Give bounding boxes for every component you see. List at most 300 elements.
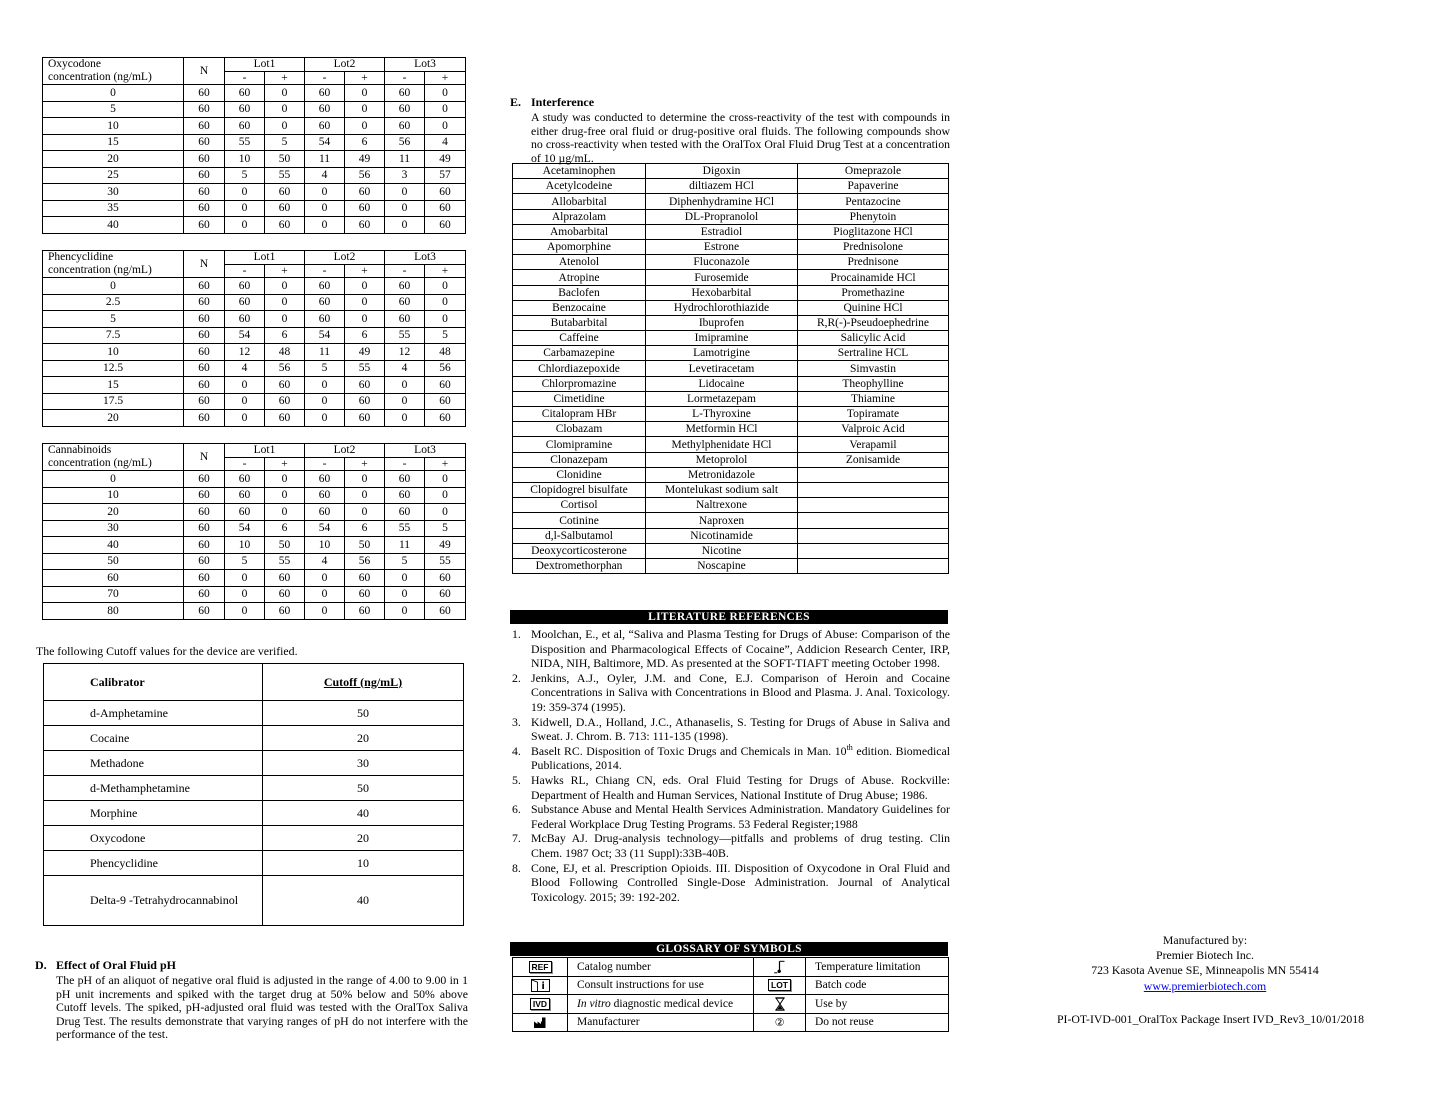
result-cell: 0 bbox=[345, 311, 385, 328]
compound-cell: Estrone bbox=[646, 239, 798, 254]
symbol-cell bbox=[513, 976, 568, 995]
concentration-cell: 0 bbox=[43, 471, 184, 488]
result-cell: 0 bbox=[385, 410, 425, 427]
result-cell: 60 bbox=[184, 294, 225, 311]
analyte-header-cell: Oxycodone concentration (ng/mL) bbox=[43, 58, 184, 85]
literature-references-list bbox=[510, 627, 950, 904]
section-interference bbox=[510, 95, 950, 165]
result-cell: 5 bbox=[305, 360, 345, 377]
result-row bbox=[43, 118, 466, 135]
cutoff-value-cell: 40 bbox=[263, 801, 464, 826]
result-cell: 60 bbox=[184, 217, 225, 234]
result-cell: 60 bbox=[265, 393, 305, 410]
result-row bbox=[43, 537, 466, 554]
compound-cell: Carbamazepine bbox=[513, 346, 646, 361]
lot-header-cell: Lot2 bbox=[305, 444, 385, 458]
compound-row bbox=[513, 376, 949, 391]
compound-cell: Promethazine bbox=[798, 285, 949, 300]
calibrator-cutoff-table bbox=[43, 663, 464, 926]
result-row bbox=[43, 344, 466, 361]
result-cell: 54 bbox=[225, 520, 265, 537]
result-cell: 0 bbox=[305, 570, 345, 587]
reference-number: 2. bbox=[512, 670, 521, 685]
compound-cell: Prednisone bbox=[798, 255, 949, 270]
result-row bbox=[43, 134, 466, 151]
compound-row bbox=[513, 437, 949, 452]
result-row bbox=[43, 101, 466, 118]
concentration-cell: 80 bbox=[43, 603, 184, 620]
result-cell: 48 bbox=[265, 344, 305, 361]
result-cell: 0 bbox=[385, 393, 425, 410]
compound-cell: Lamotrigine bbox=[646, 346, 798, 361]
concentration-cell: 70 bbox=[43, 586, 184, 603]
sign-header-cell: - bbox=[305, 264, 345, 278]
glossary-of-symbols-table bbox=[512, 957, 949, 1032]
result-cell: 55 bbox=[225, 134, 265, 151]
calibrator-name-cell: Oxycodone bbox=[44, 826, 263, 851]
result-row bbox=[43, 200, 466, 217]
result-cell: 60 bbox=[425, 603, 466, 620]
result-cell: 0 bbox=[425, 504, 466, 521]
compound-cell: Pentazocine bbox=[798, 194, 949, 209]
result-cell: 60 bbox=[265, 200, 305, 217]
result-cell: 11 bbox=[385, 151, 425, 168]
sign-header-cell: - bbox=[305, 457, 345, 471]
reference-number: 3. bbox=[512, 714, 521, 729]
phencyclidine-results-table bbox=[42, 250, 466, 427]
compound-cell bbox=[798, 513, 949, 528]
result-cell: 0 bbox=[385, 586, 425, 603]
sign-header-cell: + bbox=[425, 71, 466, 85]
compound-cell: Allobarbital bbox=[513, 194, 646, 209]
result-cell: 60 bbox=[305, 504, 345, 521]
reference-item: 8. Cone, EJ, et al. Prescription Opioids. III. Disposition of Oxycodone in Oral Fluid and Blood Following Controlled Single-Dose Administration. Journal of Analytical Toxicology. 2015; 39: 192-202. bbox=[512, 860, 950, 904]
result-cell: 60 bbox=[385, 487, 425, 504]
batch-code-icon: LOT bbox=[768, 979, 791, 991]
result-cell: 49 bbox=[425, 151, 466, 168]
compound-row bbox=[513, 528, 949, 543]
compound-cell: Dextromethorphan bbox=[513, 558, 646, 573]
calibrator-row bbox=[44, 876, 464, 926]
concentration-cell: 15 bbox=[43, 134, 184, 151]
sign-header-cell: + bbox=[345, 457, 385, 471]
concentration-cell: 40 bbox=[43, 217, 184, 234]
compound-row bbox=[513, 179, 949, 194]
reference-item: 3. Kidwell, D.A., Holland, J.C., Athanaselis, S. Testing for Drugs of Abuse in Saliva and Sweat. J. Chrom. B. 713: 111-135 (1998). bbox=[512, 714, 950, 744]
concentration-cell: 30 bbox=[43, 520, 184, 537]
result-cell: 4 bbox=[425, 134, 466, 151]
reference-item: 1. Moolchan, E., et al, “Saliva and Plasma Testing for Drugs of Abuse: Comparison of the Disposition and Pharmacological Effects of Cocaine”, Addicion Research Center, IRP, NIDA, NIH, Baltimore, MD. As presented at the SOFT-TIAFT meeting October 1998. bbox=[512, 627, 950, 671]
lot-header-cell: Lot1 bbox=[225, 58, 305, 72]
compound-row bbox=[513, 255, 949, 270]
sign-header-cell: - bbox=[385, 71, 425, 85]
result-cell: 60 bbox=[425, 217, 466, 234]
result-cell: 0 bbox=[425, 487, 466, 504]
lot-header-cell: Lot1 bbox=[225, 444, 305, 458]
cutoff-value-cell: 50 bbox=[263, 776, 464, 801]
compound-cell: Hexobarbital bbox=[646, 285, 798, 300]
result-cell: 0 bbox=[425, 471, 466, 488]
calibrator-row bbox=[44, 776, 464, 801]
concentration-cell: 20 bbox=[43, 504, 184, 521]
result-cell: 60 bbox=[184, 360, 225, 377]
cutoff-value-cell: 20 bbox=[263, 826, 464, 851]
result-cell: 0 bbox=[305, 603, 345, 620]
result-cell: 60 bbox=[184, 537, 225, 554]
compound-cell: Thiamine bbox=[798, 391, 949, 406]
compound-row bbox=[513, 452, 949, 467]
compound-cell: Procainamide HCl bbox=[798, 270, 949, 285]
sign-header-cell: - bbox=[385, 457, 425, 471]
result-cell: 10 bbox=[225, 151, 265, 168]
compound-cell: diltiazem HCl bbox=[646, 179, 798, 194]
result-cell: 60 bbox=[184, 393, 225, 410]
result-cell: 0 bbox=[305, 184, 345, 201]
result-cell: 55 bbox=[385, 520, 425, 537]
compound-row bbox=[513, 513, 949, 528]
result-cell: 56 bbox=[345, 167, 385, 184]
symbol-label-cell: Consult instructions for use bbox=[568, 976, 754, 995]
result-cell: 60 bbox=[184, 410, 225, 427]
result-cell: 4 bbox=[305, 167, 345, 184]
result-cell: 0 bbox=[425, 278, 466, 295]
result-cell: 11 bbox=[305, 344, 345, 361]
section-d-heading bbox=[35, 958, 468, 973]
result-cell: 0 bbox=[305, 200, 345, 217]
compound-row bbox=[513, 361, 949, 376]
result-cell: 60 bbox=[265, 377, 305, 394]
n-header-cell: N bbox=[184, 58, 225, 85]
result-cell: 6 bbox=[345, 520, 385, 537]
reference-item: 5. Hawks RL, Chiang CN, eds. Oral Fluid Testing for Drugs of Abuse. Rockville: Department of Health and Human Services, National Institute of Drug Abuse; 1986. bbox=[512, 772, 950, 802]
compound-cell: Theophylline bbox=[798, 376, 949, 391]
result-cell: 0 bbox=[225, 184, 265, 201]
compound-cell: Clobazam bbox=[513, 422, 646, 437]
concentration-cell: 0 bbox=[43, 278, 184, 295]
result-cell: 54 bbox=[305, 134, 345, 151]
concentration-cell: 20 bbox=[43, 410, 184, 427]
result-cell: 60 bbox=[385, 471, 425, 488]
result-cell: 49 bbox=[345, 344, 385, 361]
result-cell: 0 bbox=[345, 118, 385, 135]
compound-cell: Digoxin bbox=[646, 164, 798, 179]
result-cell: 60 bbox=[385, 85, 425, 102]
compound-cell: Imipramine bbox=[646, 331, 798, 346]
result-cell: 60 bbox=[425, 410, 466, 427]
compound-cell: Lidocaine bbox=[646, 376, 798, 391]
result-cell: 60 bbox=[225, 487, 265, 504]
manufacturer-website-link[interactable]: www.premierbiotech.com bbox=[1143, 978, 1267, 993]
result-cell: 60 bbox=[184, 553, 225, 570]
sign-header-cell: + bbox=[425, 264, 466, 278]
glossary-of-symbols-header: GLOSSARY OF SYMBOLS bbox=[510, 942, 948, 956]
symbol-cell bbox=[754, 958, 806, 977]
result-cell: 60 bbox=[345, 217, 385, 234]
result-cell: 60 bbox=[184, 167, 225, 184]
result-cell: 60 bbox=[225, 504, 265, 521]
compound-cell: DL-Propranolol bbox=[646, 209, 798, 224]
section-e-body: A study was conducted to determine the cross-reactivity of the test with compounds in either drug-free oral fluid or drug-positive oral fluids. The following compounds show no cross-reactivity when tested with the OralTox Oral Fluid Drug Test at a concentration of 10 µg/mL. bbox=[531, 110, 950, 165]
compound-cell: Apomorphine bbox=[513, 239, 646, 254]
result-cell: 60 bbox=[184, 504, 225, 521]
symbol-cell bbox=[754, 1013, 806, 1032]
glossary-row bbox=[513, 1013, 949, 1032]
result-cell: 60 bbox=[225, 311, 265, 328]
sign-header-cell: - bbox=[305, 71, 345, 85]
lot-header-cell: Lot3 bbox=[385, 251, 466, 265]
result-cell: 0 bbox=[385, 377, 425, 394]
reference-number: 7. bbox=[512, 831, 521, 846]
result-row bbox=[43, 504, 466, 521]
result-cell: 6 bbox=[265, 520, 305, 537]
concentration-cell: 35 bbox=[43, 200, 184, 217]
section-e-heading bbox=[510, 95, 950, 110]
compound-row bbox=[513, 407, 949, 422]
result-cell: 60 bbox=[225, 471, 265, 488]
compound-cell: Naltrexone bbox=[646, 498, 798, 513]
compound-cell: Montelukast sodium salt bbox=[646, 482, 798, 497]
compound-cell: Metformin HCl bbox=[646, 422, 798, 437]
compound-row bbox=[513, 315, 949, 330]
result-cell: 5 bbox=[385, 553, 425, 570]
result-cell: 0 bbox=[385, 184, 425, 201]
section-d-letter: D. bbox=[35, 958, 47, 972]
glossary-row bbox=[513, 976, 949, 995]
reference-number: 1. bbox=[512, 627, 521, 641]
result-cell: 0 bbox=[225, 217, 265, 234]
result-cell: 0 bbox=[225, 603, 265, 620]
result-cell: 60 bbox=[225, 118, 265, 135]
symbol-cell bbox=[513, 1013, 568, 1032]
section-e-title: Interference bbox=[531, 95, 595, 109]
lot-header-cell: Lot1 bbox=[225, 251, 305, 265]
compound-row bbox=[513, 285, 949, 300]
result-cell: 54 bbox=[225, 327, 265, 344]
result-cell: 60 bbox=[184, 151, 225, 168]
result-cell: 60 bbox=[184, 118, 225, 135]
result-cell: 48 bbox=[425, 344, 466, 361]
result-cell: 55 bbox=[265, 553, 305, 570]
reference-number: 5. bbox=[512, 772, 521, 787]
result-cell: 60 bbox=[225, 101, 265, 118]
compound-cell bbox=[798, 467, 949, 482]
result-cell: 0 bbox=[265, 504, 305, 521]
compound-cell: Caffeine bbox=[513, 331, 646, 346]
result-cell: 4 bbox=[225, 360, 265, 377]
compound-cell: Metronidazole bbox=[646, 467, 798, 482]
result-cell: 11 bbox=[385, 537, 425, 554]
sign-header-cell: - bbox=[225, 264, 265, 278]
glossary-row bbox=[513, 958, 949, 977]
compound-cell: Sertraline HCL bbox=[798, 346, 949, 361]
sign-header-cell: + bbox=[425, 457, 466, 471]
result-row bbox=[43, 553, 466, 570]
result-cell: 0 bbox=[225, 200, 265, 217]
result-cell: 60 bbox=[184, 586, 225, 603]
result-cell: 0 bbox=[225, 570, 265, 587]
catalog-number-icon: REF bbox=[529, 961, 552, 973]
result-cell: 0 bbox=[345, 504, 385, 521]
result-cell: 60 bbox=[184, 327, 225, 344]
symbol-label-cell: In vitro diagnostic medical device bbox=[568, 995, 754, 1014]
result-cell: 0 bbox=[345, 487, 385, 504]
result-row bbox=[43, 410, 466, 427]
calibrator-name-cell: Morphine bbox=[44, 801, 263, 826]
reference-item: 6. Substance Abuse and Mental Health Services Administration. Mandatory Guidelines for Federal Workplace Drug Testing Programs. 53 Federal Register;1988 bbox=[512, 802, 950, 831]
result-cell: 60 bbox=[385, 101, 425, 118]
compound-cell: Diphenhydramine HCl bbox=[646, 194, 798, 209]
result-cell: 60 bbox=[345, 410, 385, 427]
concentration-cell: 2.5 bbox=[43, 294, 184, 311]
compound-cell: Baclofen bbox=[513, 285, 646, 300]
compound-cell: Phenytoin bbox=[798, 209, 949, 224]
compound-cell: Prednisolone bbox=[798, 239, 949, 254]
result-cell: 0 bbox=[265, 487, 305, 504]
calibrator-name-cell: d-Amphetamine bbox=[44, 701, 263, 726]
compound-row bbox=[513, 209, 949, 224]
compound-cell bbox=[798, 558, 949, 573]
result-cell: 60 bbox=[184, 570, 225, 587]
manufacturer-line: Manufactured by: bbox=[1162, 933, 1248, 947]
result-cell: 5 bbox=[425, 327, 466, 344]
compound-cell: Acetaminophen bbox=[513, 164, 646, 179]
result-cell: 0 bbox=[265, 85, 305, 102]
analyte-header-cell: Phencyclidine concentration (ng/mL) bbox=[43, 251, 184, 278]
use-by-icon bbox=[775, 997, 785, 1009]
n-header-cell: N bbox=[184, 251, 225, 278]
compound-cell: Simvastin bbox=[798, 361, 949, 376]
symbol-label-cell: Catalog number bbox=[568, 958, 754, 977]
result-cell: 60 bbox=[184, 344, 225, 361]
literature-references-header: LITERATURE REFERENCES bbox=[510, 610, 948, 624]
compound-cell: Hydrochlorothiazide bbox=[646, 300, 798, 315]
result-cell: 0 bbox=[265, 118, 305, 135]
result-cell: 10 bbox=[305, 537, 345, 554]
compound-cell: Naproxen bbox=[646, 513, 798, 528]
result-cell: 60 bbox=[184, 200, 225, 217]
cutoff-value-cell: 10 bbox=[263, 851, 464, 876]
result-cell: 60 bbox=[425, 393, 466, 410]
result-cell: 60 bbox=[425, 184, 466, 201]
concentration-cell: 10 bbox=[43, 344, 184, 361]
compound-row bbox=[513, 558, 949, 573]
result-row bbox=[43, 151, 466, 168]
result-cell: 5 bbox=[265, 134, 305, 151]
reference-item: 4. Baselt RC. Disposition of Toxic Drugs and Chemicals in Man. 10th edition. Biomedical Publications, 2014. bbox=[512, 742, 951, 773]
result-cell: 0 bbox=[305, 393, 345, 410]
compound-cell: Methylphenidate HCl bbox=[646, 437, 798, 452]
result-cell: 54 bbox=[305, 327, 345, 344]
result-cell: 0 bbox=[345, 85, 385, 102]
result-cell: 56 bbox=[345, 553, 385, 570]
calibrator-row bbox=[44, 826, 464, 851]
compound-row bbox=[513, 224, 949, 239]
calibrator-name-cell: Phencyclidine bbox=[44, 851, 263, 876]
result-cell: 60 bbox=[184, 487, 225, 504]
compound-cell: Cimetidine bbox=[513, 391, 646, 406]
calibrator-header-cell: Calibrator bbox=[44, 664, 263, 701]
compound-cell: Citalopram HBr bbox=[513, 407, 646, 422]
compound-cell: Chlordiazepoxide bbox=[513, 361, 646, 376]
compound-cell bbox=[798, 482, 949, 497]
result-cell: 60 bbox=[265, 570, 305, 587]
compound-cell: Estradiol bbox=[646, 224, 798, 239]
manufacturer-block bbox=[1055, 933, 1355, 994]
result-cell: 0 bbox=[345, 471, 385, 488]
result-cell: 4 bbox=[305, 553, 345, 570]
result-cell: 60 bbox=[225, 294, 265, 311]
result-cell: 12 bbox=[385, 344, 425, 361]
symbol-label-cell: Batch code bbox=[806, 976, 949, 995]
reference-item: 2. Jenkins, A.J., Oyler, J.M. and Cone, E.J. Comparison of Heroin and Cocaine Concentrations in Saliva with Concentrations in Blood and Plasma. J. Anal. Toxicology. 19: 359-374 (1995). bbox=[512, 670, 950, 714]
section-d-title: Effect of Oral Fluid pH bbox=[56, 958, 176, 972]
result-cell: 60 bbox=[184, 101, 225, 118]
result-cell: 0 bbox=[425, 85, 466, 102]
result-cell: 60 bbox=[184, 134, 225, 151]
result-cell: 60 bbox=[425, 570, 466, 587]
result-cell: 60 bbox=[385, 278, 425, 295]
cutoff-header-cell: Cutoff (ng/mL) bbox=[263, 664, 464, 701]
compound-cell: Clonidine bbox=[513, 467, 646, 482]
result-cell: 6 bbox=[265, 327, 305, 344]
result-cell: 0 bbox=[425, 311, 466, 328]
compound-row bbox=[513, 346, 949, 361]
result-cell: 0 bbox=[305, 377, 345, 394]
result-cell: 60 bbox=[385, 504, 425, 521]
cannabinoids-results-table bbox=[42, 443, 466, 620]
compound-cell: Papaverine bbox=[798, 179, 949, 194]
sign-header-cell: + bbox=[265, 71, 305, 85]
lot-header-cell: Lot3 bbox=[385, 444, 466, 458]
compound-cell: Pioglitazone HCl bbox=[798, 224, 949, 239]
manufacturer-line: 723 Kasota Avenue SE, Minneapolis MN 55414 bbox=[1091, 963, 1319, 978]
compound-row bbox=[513, 300, 949, 315]
concentration-cell: 17.5 bbox=[43, 393, 184, 410]
compound-cell: Acetylcodeine bbox=[513, 179, 646, 194]
compound-row bbox=[513, 482, 949, 497]
result-cell: 60 bbox=[184, 311, 225, 328]
compound-cell: Cotinine bbox=[513, 513, 646, 528]
compound-cell bbox=[798, 498, 949, 513]
result-cell: 0 bbox=[265, 294, 305, 311]
result-cell: 60 bbox=[265, 217, 305, 234]
concentration-cell: 50 bbox=[43, 553, 184, 570]
compound-row bbox=[513, 543, 949, 558]
result-cell: 60 bbox=[305, 294, 345, 311]
concentration-cell: 12.5 bbox=[43, 360, 184, 377]
compound-cell: Clonazepam bbox=[513, 452, 646, 467]
result-cell: 60 bbox=[184, 278, 225, 295]
manufacturer-icon bbox=[533, 1016, 548, 1028]
compound-cell: Butabarbital bbox=[513, 315, 646, 330]
result-cell: 60 bbox=[265, 603, 305, 620]
concentration-cell: 40 bbox=[43, 537, 184, 554]
manufacturer-line: Premier Biotech Inc. bbox=[1156, 948, 1254, 963]
compound-row bbox=[513, 498, 949, 513]
symbol-label-cell: Do not reuse bbox=[806, 1013, 949, 1032]
result-cell: 0 bbox=[385, 603, 425, 620]
result-cell: 60 bbox=[225, 278, 265, 295]
compound-cell: Furosemide bbox=[646, 270, 798, 285]
result-cell: 49 bbox=[425, 537, 466, 554]
result-row bbox=[43, 586, 466, 603]
compound-cell: Nicotine bbox=[646, 543, 798, 558]
result-cell: 0 bbox=[425, 118, 466, 135]
result-cell: 0 bbox=[425, 101, 466, 118]
result-cell: 0 bbox=[225, 586, 265, 603]
result-row bbox=[43, 487, 466, 504]
result-row bbox=[43, 393, 466, 410]
